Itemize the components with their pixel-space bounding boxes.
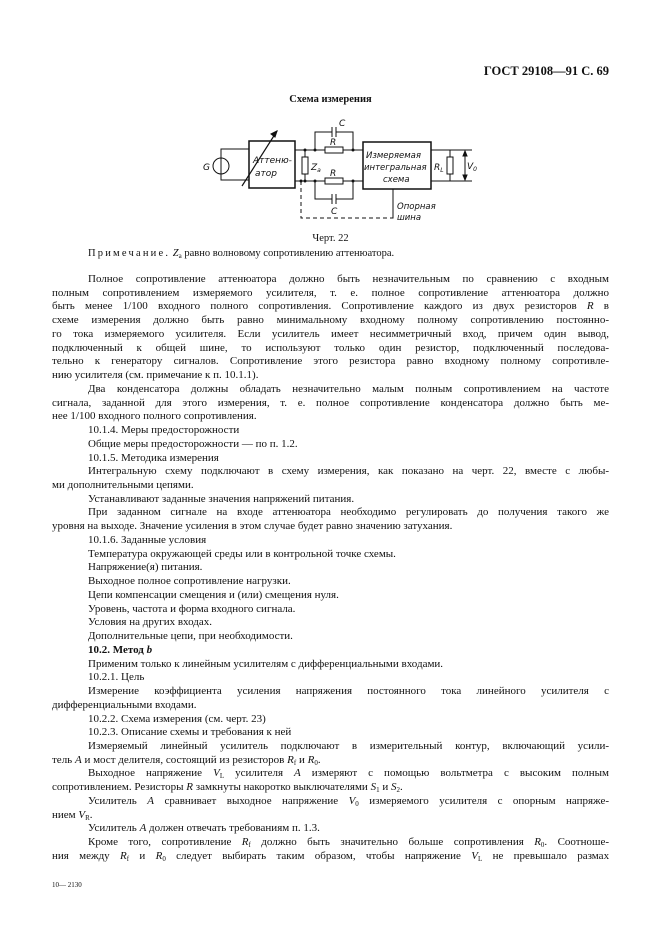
figure-caption: Черт. 22 [312,233,349,244]
text-line: схеме измерения должно быть равно минимальному входному полному сопротивлению постоянно- [52,314,609,327]
text-line: Усилитель A сравнивает выходное напряжение $V_0$ измеряемого усилителя с опорным напряже- [88,794,610,808]
section-heading: 10.1.6. Заданные условия [88,533,207,546]
section-heading: 10.2.3. Описание схемы и требования к ней [88,726,292,739]
text-line: тель A и мост делителя, состоящий из резисторов $R_f$ и $R_0$. [52,753,321,767]
signal-generator-icon [213,149,249,180]
text-line: дифференциальными входами. [52,698,197,711]
text-line: Выходное напряжение $V_L$ усилителя A измеряют с помощью вольтметра с высоким полным [88,767,609,781]
text-line: уровня на выходе. Значение усиления в этом случае будет равно значению затухания. [52,520,453,533]
text-line: Уровень, частота и форма входного сигнала. [88,602,296,615]
svg-text:C: C [339,119,346,129]
figure-note: Примечание. $Z_a$ равно волновому сопротивлению аттенюатора. [88,248,395,260]
text-line: Выходное полное сопротивление нагрузки. [88,575,291,588]
svg-text:C: C [331,207,338,217]
text-line: Цепи компенсации смещения и (или) смещения нуля. [88,588,339,601]
svg-text:схема: схема [383,175,410,185]
section-heading: 10.2. Метод b [88,643,153,656]
svg-text:Аттеню-: Аттеню- [253,156,292,166]
text-line: нию усилителя (см. примечание к п. 10.1.1). [52,369,259,382]
text-line: Устанавливают заданные значения напряжений питания. [88,492,355,505]
text-line: Дополнительные цепи, при необходимости. [88,630,293,643]
svg-text:Za: $Z_a$ [311,163,321,174]
svg-text:R: R [330,138,337,148]
text-line: Полное сопротивление аттенюатора должно быть незначительным по сравнению с входным [88,273,609,285]
section-heading: 10.1.5. Методика измерения [88,451,219,464]
section-heading: 10.2.1. Цель [88,671,145,684]
svg-text:шина: шина [397,213,422,223]
svg-text:интегральная: интегральная [364,163,427,173]
text-line: сопротивлением. Резисторы R замкнуты накоротко выключателями $S_1$ и $S_2$. [52,781,403,795]
page-header: ГОСТ 29108—91 С. 69 [483,64,609,78]
text-line: го тока измеряемого усилителя. Если усилитель имеет несимметричный вход, причем один вывод, [52,327,609,340]
text-line: Два конденсатора должны обладать незначительно малым полным сопротивлением на частоте [88,382,609,395]
text-line: сигнала, заданной для этого измерения, т. е. полное сопротивление конденсатора должно быть ме- [52,396,609,409]
text-line: При заданном сигнале на входе аттенюатора необходимо регулировать до получения такого же [88,506,609,519]
text-line: нее 1/100 входного полного сопротивления. [52,410,257,423]
svg-text:атор: атор [255,169,277,179]
text-line: Температура окружающей среды или в контрольной точке схемы. [88,547,396,560]
text-line: Кроме того, сопротивление $R_f$ должно быть значительно больше сопротивления $R_0$. Соотноше- [88,836,609,850]
za-resistor [302,157,308,174]
text-line: Измеряемый линейный усилитель подключают в измерительный контур, включающий усили- [88,739,609,752]
text-line: Измерение коэффициента усиления напряжения постоянного тока линейного усилителя с [88,685,609,698]
section-heading: 10.1.4. Меры предосторожности [88,424,240,437]
figure-title: Схема измерения [289,94,372,105]
text-line: ния между $R_f$ и $R_0$ следует выбирать таким образом, чтобы напряжение $V_L$ не превышало размах [52,849,610,863]
body-text [52,273,609,864]
text-line: Интегральную схему подключают в схему измерения, как показано на черт. 22, вместе с любы- [88,465,609,478]
section-heading: 10.2.2. Схема измерения (см. черт. 23) [88,712,266,725]
svg-text:R: R [330,169,337,179]
svg-text:G: G [203,163,210,173]
text-line: нием $V_R$. [52,808,93,822]
svg-text:Опорная: Опорная [397,202,436,212]
svg-text:RL: $R_L$ [434,163,444,174]
text-line: Напряжение(я) питания. [88,561,203,574]
text-line: Применим только к линейным усилителям с дифференциальными входами. [88,657,444,670]
text-line: Условия на других входах. [88,616,213,629]
text-line: тельно к генератору сигналов. Сопротивление этого резистора равно входному полному сопротивле- [52,355,609,368]
page-footer: 10— 2130 [52,881,82,889]
text-line: быть менее 1/100 входного полного сопротивления. Сопротивление каждого из двух резисторов R в [52,300,609,313]
text-line: Общие меры предосторожности — по п. 1.2. [88,437,298,450]
text-line: ми дополнительными цепями. [52,479,194,492]
circuit-diagram [0,0,661,240]
svg-text:Измеряемая: Измеряемая [366,151,421,161]
text-line: полным сопротивлением измеряемого усилителя, т. е. полное сопротивление аттенюатора должно [52,286,609,299]
text-line: подключенный к общей шине, то используют только один резистор, подключенный последова- [52,341,609,354]
svg-text:V0: $V_0$ [467,162,477,173]
text-line: Усилитель A должен отвечать требованиям п. 1.3. [88,822,320,835]
